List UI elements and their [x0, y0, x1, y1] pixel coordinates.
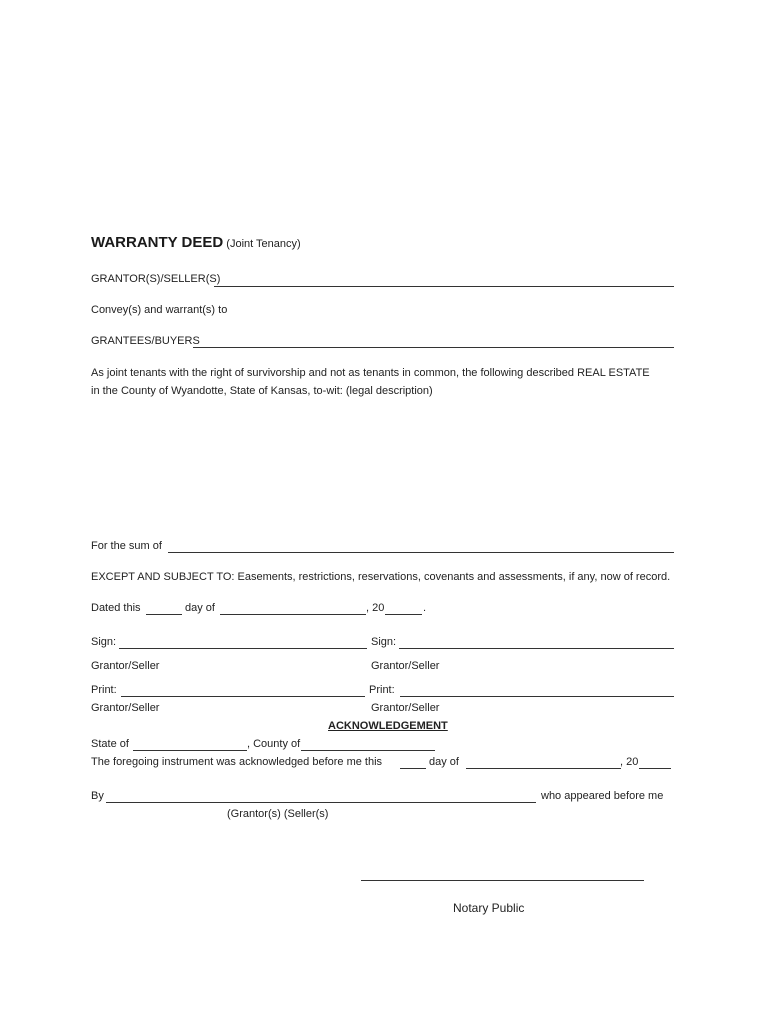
- ack-year-field[interactable]: [639, 768, 671, 769]
- foregoing-text: The foregoing instrument was acknowledged before me this: [91, 756, 383, 768]
- print-field-left[interactable]: [121, 696, 365, 697]
- sum-label: For the sum of: [91, 540, 162, 552]
- notary-signature-field[interactable]: [361, 880, 644, 881]
- ack-year-prefix: , 20: [620, 756, 639, 768]
- ack-day-field[interactable]: [400, 768, 426, 769]
- print-field-right[interactable]: [400, 696, 674, 697]
- county-of-label: , County of: [247, 738, 301, 750]
- grantor-label: GRANTOR(S)/SELLER(S): [91, 273, 221, 285]
- grantor-seller-caption-4: Grantor/Seller: [371, 702, 440, 714]
- grantees-label: GRANTEES/BUYERS: [91, 335, 200, 347]
- sign-field-left[interactable]: [119, 648, 367, 649]
- by-label: By: [91, 790, 104, 802]
- state-field[interactable]: [133, 750, 247, 751]
- sign-label-right: Sign:: [371, 636, 397, 648]
- grantor-seller-caption-3: Grantor/Seller: [91, 702, 160, 714]
- sign-label-left: Sign:: [91, 636, 117, 648]
- except-text: EXCEPT AND SUBJECT TO: Easements, restrictions, reservations, covenants and assessments, if any, now of record.: [91, 571, 671, 583]
- dated-day-of: day of: [185, 602, 215, 614]
- appeared-text: who appeared before me: [541, 790, 664, 802]
- dated-month-field[interactable]: [220, 614, 366, 615]
- grantor-seller-caption-2: Grantor/Seller: [371, 660, 440, 672]
- dated-prefix: Dated this: [91, 602, 141, 614]
- subtitle-text: (Joint Tenancy): [226, 238, 301, 250]
- county-field[interactable]: [301, 750, 435, 751]
- dated-year-field[interactable]: [385, 614, 422, 615]
- dated-end: .: [423, 602, 427, 614]
- document-title: [91, 236, 301, 251]
- title-text: WARRANTY DEED: [91, 234, 224, 251]
- ack-month-field[interactable]: [466, 768, 621, 769]
- sum-field[interactable]: [168, 552, 674, 553]
- sign-field-right[interactable]: [399, 648, 674, 649]
- acknowledgement-heading: ACKNOWLEDGEMENT: [328, 720, 448, 732]
- dated-day-field[interactable]: [146, 614, 182, 615]
- survivorship-line-1: As joint tenants with the right of survivorship and not as tenants in common, the following described REAL ESTATE: [91, 367, 650, 379]
- print-label-left: Print:: [91, 684, 117, 696]
- print-label-right: Print:: [369, 684, 395, 696]
- grantor-seller-caption-1: Grantor/Seller: [91, 660, 160, 672]
- convey-text: Convey(s) and warrant(s) to: [91, 304, 228, 316]
- grantees-field[interactable]: [193, 347, 674, 348]
- survivorship-line-2: in the County of Wyandotte, State of Kansas, to-wit: (legal description): [91, 385, 433, 397]
- dated-year-prefix: , 20: [366, 602, 385, 614]
- notary-public-label: Notary Public: [453, 901, 525, 915]
- state-of-label: State of: [91, 738, 129, 750]
- grantor-field[interactable]: [214, 286, 674, 287]
- ack-day-of: day of: [429, 756, 459, 768]
- by-field[interactable]: [106, 802, 536, 803]
- grantor-seller-note: (Grantor(s) (Seller(s): [227, 808, 329, 820]
